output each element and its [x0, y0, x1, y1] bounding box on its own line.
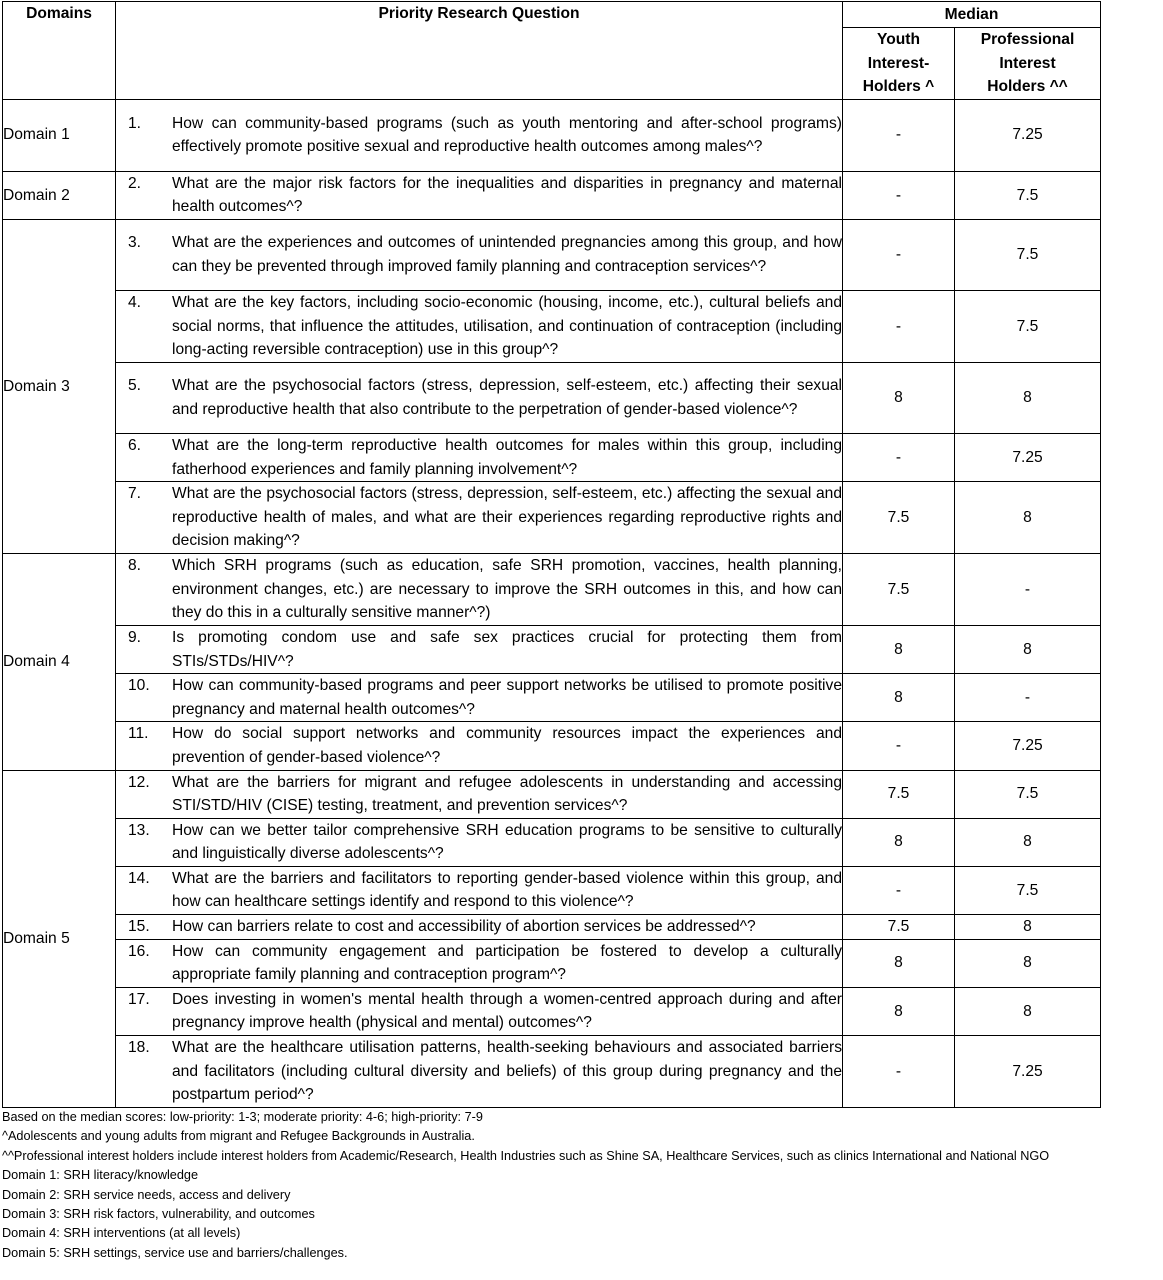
table-row — [3, 674, 1101, 722]
question-text: What are the long-term reproductive health outcomes for males within this group, including fatherhood experiences and family planning involvement^? — [172, 436, 842, 478]
question-number: 8. — [128, 557, 142, 575]
question-text: Is promoting condom use and safe sex practices crucial for protecting them from STIs/STDs/HIV^? — [172, 628, 842, 670]
question-cell — [116, 362, 843, 433]
professional-median: 7.5 — [955, 866, 1101, 914]
question-number: 3. — [128, 234, 142, 252]
domain-cell: Domain 3 — [3, 219, 116, 553]
table-row — [3, 362, 1101, 433]
question-number: 10. — [128, 677, 150, 695]
question-number: 17. — [128, 990, 150, 1008]
table-row — [3, 866, 1101, 914]
question-number: 13. — [128, 821, 150, 839]
footnote-line: ^^Professional interest holders include interest holders from Academic/Research, Health Industries such as Shine SA, Healthcare Services, such as clinics International and National NGO — [2, 1148, 1050, 1163]
domain-cell: Domain 2 — [3, 171, 116, 219]
domain-cell: Domain 4 — [3, 554, 116, 770]
question-text: What are the key factors, including socio-economic (housing, income, etc.), cultural beliefs and social norms, that influence the attitudes, utilisation, and continuation of contraception (including long-acting reversible contraception) use in this group^? — [172, 294, 842, 359]
table-row — [3, 99, 1101, 171]
question-cell — [116, 219, 843, 290]
question-text: How can community engagement and participation be fostered to develop a culturally appropriate family planning and contraception program^? — [172, 942, 842, 984]
header-domains: Domains — [3, 2, 116, 100]
header-question: Priority Research Question — [116, 2, 843, 100]
question-cell — [116, 482, 843, 554]
question-number: 9. — [128, 628, 142, 646]
question-number: 4. — [128, 294, 142, 312]
professional-median: 7.25 — [955, 99, 1101, 171]
table-row — [3, 171, 1101, 219]
question-text: What are the barriers for migrant and refugee adolescents in understanding and accessing STI/STD/HIV (CISE) testing, treatment, and prevention services^? — [172, 773, 842, 815]
question-cell — [116, 866, 843, 914]
professional-median: 8 — [955, 915, 1101, 940]
professional-median: 7.25 — [955, 1036, 1101, 1108]
professional-median: 7.5 — [955, 219, 1101, 290]
question-text: What are the psychosocial factors (stress, depression, self-esteem, etc.) affecting their sexual and reproductive health that also contribute to the perpetration of gender-based violence^? — [172, 377, 842, 418]
youth-median: - — [843, 1036, 955, 1108]
professional-median: 7.25 — [955, 433, 1101, 481]
table-row — [3, 625, 1101, 673]
footnote-line: Domain 5: SRH settings, service use and barriers/challenges. — [2, 1245, 348, 1260]
question-text: What are the healthcare utilisation patterns, health-seeking behaviours and associated barriers and facilitators (including cultural diversity and beliefs) of this group during pregnancy and the postpartum period^? — [172, 1039, 842, 1104]
youth-median: - — [843, 433, 955, 481]
youth-median: - — [843, 99, 955, 171]
youth-median: 7.5 — [843, 554, 955, 626]
table-row — [3, 770, 1101, 818]
professional-median: 8 — [955, 939, 1101, 987]
professional-median: 7.5 — [955, 770, 1101, 818]
professional-median: - — [955, 554, 1101, 626]
question-cell — [116, 987, 843, 1035]
question-text: How can barriers relate to cost and accessibility of abortion services be addressed^? — [172, 918, 756, 936]
youth-median: - — [843, 290, 955, 362]
table-row — [3, 482, 1101, 554]
question-number: 18. — [128, 1039, 150, 1057]
table-row — [3, 1036, 1101, 1108]
question-text: How can we better tailor comprehensive SRH education programs to be sensitive to culturally and linguistically diverse adolescents^? — [172, 821, 842, 863]
question-cell — [116, 818, 843, 866]
footnote-line: Domain 3: SRH risk factors, vulnerability, and outcomes — [2, 1207, 315, 1222]
question-number: 12. — [128, 773, 150, 791]
youth-median: 7.5 — [843, 915, 955, 940]
professional-median: 8 — [955, 987, 1101, 1035]
youth-median: - — [843, 219, 955, 290]
footnote-line: ^Adolescents and young adults from migrant and Refugee Backgrounds in Australia. — [2, 1129, 475, 1144]
question-number: 2. — [128, 174, 142, 192]
question-cell — [116, 939, 843, 987]
table-row — [3, 987, 1101, 1035]
youth-median: 8 — [843, 987, 955, 1035]
question-number: 7. — [128, 485, 142, 503]
domain-cell: Domain 1 — [3, 99, 116, 171]
table-footnotes — [2, 1108, 1160, 1263]
question-text: What are the experiences and outcomes of unintended pregnancies among this group, and how can they be prevented through improved family planning and contraception services^? — [172, 234, 842, 275]
priority-questions-table — [2, 1, 1101, 1108]
question-cell — [116, 171, 843, 219]
youth-median: 8 — [843, 362, 955, 433]
professional-median: 8 — [955, 818, 1101, 866]
question-cell — [116, 674, 843, 722]
question-number: 15. — [128, 918, 150, 936]
question-cell — [116, 770, 843, 818]
table-row — [3, 290, 1101, 362]
professional-median: 8 — [955, 362, 1101, 433]
question-number: 1. — [128, 114, 142, 132]
professional-median: 7.25 — [955, 722, 1101, 770]
question-number: 5. — [128, 377, 142, 395]
question-cell — [116, 722, 843, 770]
domain-cell: Domain 5 — [3, 770, 116, 1108]
question-cell — [116, 433, 843, 481]
table-row — [3, 219, 1101, 290]
question-cell — [116, 290, 843, 362]
question-text: What are the major risk factors for the inequalities and disparities in pregnancy and maternal health outcomes^? — [172, 174, 842, 216]
professional-median: 8 — [955, 625, 1101, 673]
question-cell — [116, 625, 843, 673]
professional-median: - — [955, 674, 1101, 722]
youth-median: 8 — [843, 939, 955, 987]
youth-median: - — [843, 171, 955, 219]
question-number: 14. — [128, 869, 150, 887]
footnote-line: Domain 2: SRH service needs, access and delivery — [2, 1187, 291, 1202]
question-number: 11. — [128, 725, 149, 743]
youth-median: 8 — [843, 674, 955, 722]
table-row — [3, 818, 1101, 866]
question-text: How do social support networks and community resources impact the experiences and prevention of gender-based violence^? — [172, 725, 842, 766]
youth-median: - — [843, 722, 955, 770]
question-text: What are the psychosocial factors (stress, depression, self-esteem, etc.) affecting the sexual and reproductive health of males, and what are their experiences regarding reproductive rights and decision making^? — [172, 485, 842, 550]
table-body — [3, 99, 1101, 1107]
table-row — [3, 722, 1101, 770]
footnote-line: Domain 1: SRH literacy/knowledge — [2, 1168, 199, 1183]
question-text: What are the barriers and facilitators to reporting gender-based violence within this group, and how can healthcare settings identify and respond to this violence^? — [172, 869, 842, 911]
question-cell — [116, 915, 843, 940]
question-cell — [116, 554, 843, 626]
question-text: Does investing in women's mental health through a women-centred approach during and after pregnancy improve health (physical and mental) outcomes^? — [172, 990, 842, 1032]
header-median: Median — [843, 2, 1101, 28]
professional-median: 7.5 — [955, 171, 1101, 219]
question-text: How can community-based programs (such as youth mentoring and after-school programs) effectively promote positive sexual and reproductive health outcomes among males^? — [172, 114, 842, 156]
question-text: How can community-based programs and peer support networks be utilised to promote positive pregnancy and maternal health outcomes^? — [172, 677, 842, 718]
header-professional: Professional Interest Holders ^^ — [955, 28, 1101, 100]
question-cell — [116, 1036, 843, 1108]
youth-median: - — [843, 866, 955, 914]
professional-median: 8 — [955, 482, 1101, 554]
table-row — [3, 939, 1101, 987]
table-row — [3, 554, 1101, 626]
table-row — [3, 915, 1101, 940]
question-number: 16. — [128, 942, 150, 960]
youth-median: 7.5 — [843, 770, 955, 818]
youth-median: 8 — [843, 818, 955, 866]
table-row — [3, 433, 1101, 481]
header-youth: Youth Interest-Holders ^ — [843, 28, 955, 100]
footnote-line: Based on the median scores: low-priority: 1-3; moderate priority: 4-6; high-priority: 7-9 — [2, 1110, 483, 1124]
question-number: 6. — [128, 436, 142, 454]
youth-median: 7.5 — [843, 482, 955, 554]
professional-median: 7.5 — [955, 290, 1101, 362]
footnote-line: Domain 4: SRH interventions (at all levels) — [2, 1226, 241, 1241]
youth-median: 8 — [843, 625, 955, 673]
question-cell — [116, 99, 843, 171]
question-text: Which SRH programs (such as education, safe SRH promotion, vaccines, health planning, environment changes, etc.) are necessary to improve the SRH outcomes in this, and how can they do this in a culturally sensitive manner^?) — [172, 557, 842, 622]
